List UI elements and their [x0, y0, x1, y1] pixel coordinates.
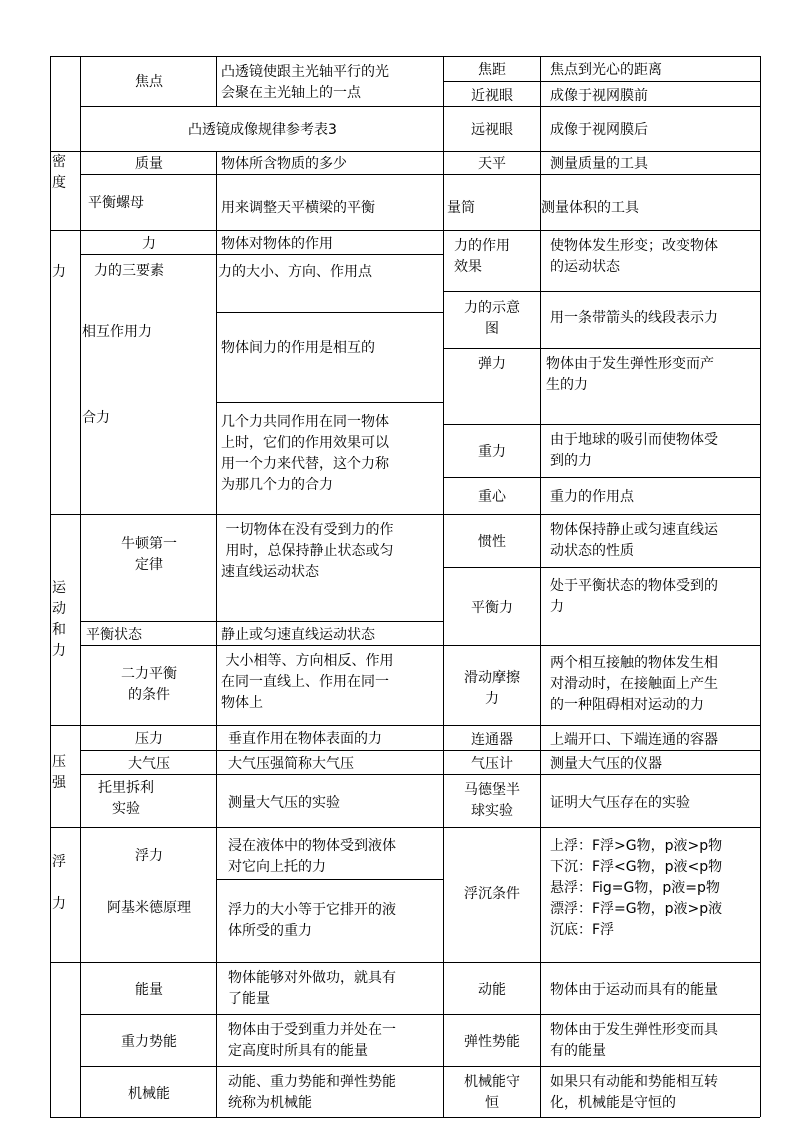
table-cell: 力: [52, 264, 66, 280]
table-row-line: [50, 1117, 760, 1118]
table-row-line: [443, 348, 760, 349]
table-cell: 物体由于运动而具有的能量: [550, 982, 718, 998]
table-cell: 物体对物体的作用: [221, 236, 333, 252]
table-row-line: [443, 424, 760, 425]
table-cell: 压 强: [52, 754, 66, 791]
table-cell: 物体间力的作用是相互的: [221, 340, 375, 356]
table-cell: 由于地球的吸引而使物体受 到的力: [550, 432, 718, 469]
table-cell: 两个相互接触的物体发生相 对滑动时，在接触面上产生 的一种阻碍相对运动的力: [550, 655, 718, 713]
table-cell: 牛顿第一 定律: [121, 536, 177, 573]
table-cell: 天平: [478, 156, 506, 172]
table-cell: 焦距: [478, 62, 506, 78]
table-cell: 物体所含物质的多少: [221, 156, 347, 172]
table-cell: 弹力: [478, 356, 506, 372]
table-cell: 浮 力: [52, 854, 66, 912]
table-cell: 物体保持静止或匀速直线运 动状态的性质: [550, 522, 718, 559]
table-cell: 焦点: [135, 74, 163, 90]
table-row-line: [443, 291, 760, 292]
table-column-line: [80, 56, 81, 1117]
table-row-line: [50, 514, 760, 515]
table-cell: 机械能守 恒: [464, 1074, 520, 1111]
table-cell: 一切物体在没有受到力的作 用时，总保持静止状态或匀 速直线运动状态: [221, 522, 394, 580]
table-cell: 焦点到光心的距离: [550, 62, 662, 78]
table-cell: 近视眼: [471, 88, 513, 104]
table-column-line: [216, 151, 217, 230]
table-row-line: [443, 567, 760, 568]
table-cell: 证明大气压存在的实验: [550, 795, 690, 811]
table-cell: 测量体积的工具: [541, 200, 639, 216]
table-cell: 机械能: [128, 1086, 170, 1102]
table-cell: 力的作用 效果: [454, 238, 510, 275]
table-cell: 平衡螺母: [88, 195, 144, 211]
table-row-line: [216, 312, 443, 313]
table-cell: 处于平衡状态的物体受到的 力: [550, 578, 718, 615]
table-cell: 力的示意 图: [464, 300, 520, 337]
table-cell: 平衡力: [471, 600, 513, 616]
table-row-line: [50, 151, 760, 152]
table-row-line: [50, 725, 760, 726]
table-column-line: [50, 56, 51, 1117]
table-row-line: [80, 1066, 760, 1067]
table-row-line: [443, 477, 760, 478]
table-cell: 物体由于发生弹性形变而具 有的能量: [550, 1022, 718, 1059]
table-cell: 浮沉条件: [464, 886, 520, 902]
table-cell: 密 度: [52, 154, 66, 191]
table-cell: 用来调整天平横梁的平衡: [221, 200, 375, 216]
table-cell: 浸在液体中的物体受到液体 对它向上托的力: [228, 838, 396, 875]
table-cell: 质量: [135, 156, 163, 172]
table-cell: 重心: [478, 489, 506, 505]
table-cell: 气压计: [471, 756, 513, 772]
table-cell: 弹性势能: [464, 1034, 520, 1050]
table-cell: 大气压强简称大气压: [228, 756, 354, 772]
table-cell: 浮力: [135, 848, 163, 864]
table-cell: 惯性: [478, 534, 506, 550]
table-cell: 力的三要素: [94, 263, 164, 279]
table-cell: 力: [142, 236, 156, 252]
table-cell: 垂直作用在物体表面的力: [228, 731, 382, 747]
table-cell: 动能、重力势能和弹性势能 统称为机械能: [228, 1074, 396, 1111]
table-cell: 重力势能: [121, 1034, 177, 1050]
table-cell: 物体由于发生弹性形变而产 生的力: [546, 356, 714, 393]
table-column-line: [760, 56, 761, 1117]
table-cell: 凸透镜使跟主光轴平行的光 会聚在主光轴上的一点: [221, 64, 389, 101]
table-row-line: [50, 56, 760, 57]
table-cell: 合力: [82, 410, 110, 426]
table-cell: 能量: [135, 982, 163, 998]
table-column-line: [216, 230, 217, 1117]
table-cell: 用一条带箭头的线段表示力: [550, 310, 718, 326]
table-row-line: [50, 827, 760, 828]
table-row-line: [50, 230, 760, 231]
table-row-line: [80, 621, 443, 622]
table-cell: 马德堡半 球实验: [464, 782, 520, 819]
table-cell: 使物体发生形变；改变物体 的运动状态: [550, 238, 718, 275]
table-row-line: [50, 962, 760, 963]
table-cell: 重力: [478, 444, 506, 460]
table-column-line: [443, 56, 444, 1117]
table-cell: 远视眼: [471, 122, 513, 138]
table-cell: 测量大气压的实验: [228, 795, 340, 811]
table-cell: 滑动摩擦 力: [464, 670, 520, 707]
table-cell: 运 动 和 力: [52, 580, 66, 659]
table-cell: 动能: [478, 982, 506, 998]
table-cell: 大小相等、方向相反、作用 在同一直线上、作用在同一 物体上: [221, 653, 394, 711]
table-column-line: [216, 56, 217, 106]
table-cell: 大气压: [128, 756, 170, 772]
table-cell: 力的大小、方向、作用点: [218, 264, 372, 280]
table-cell: 成像于视网膜前: [550, 88, 648, 104]
table-cell: 平衡状态: [86, 627, 142, 643]
table-cell: 阿基米德原理: [107, 900, 191, 916]
table-cell: 成像于视网膜后: [550, 122, 648, 138]
table-cell: 测量质量的工具: [550, 156, 648, 172]
table-cell: 压力: [135, 731, 163, 747]
table-cell: 物体能够对外做功，就具有 了能量: [228, 970, 396, 1007]
table-cell: 如果只有动能和势能相互转 化，机械能是守恒的: [550, 1074, 718, 1111]
table-cell: 二力平衡 的条件: [121, 666, 177, 703]
table-cell: 量筒: [447, 200, 475, 216]
table-cell: 凸透镜成像规律参考表3: [188, 122, 337, 138]
table-row-line: [216, 879, 443, 880]
table-cell: 静止或匀速直线运动状态: [221, 627, 375, 643]
table-row-line: [443, 81, 760, 82]
table-cell: 测量大气压的仪器: [550, 756, 662, 772]
table-cell: 重力的作用点: [550, 489, 634, 505]
table-cell: 连通器: [471, 732, 513, 748]
table-cell: 相互作用力: [82, 324, 152, 340]
table-cell: 上浮：F浮>G物，p液>p物 下沉：F浮<G物，p液<p物 悬浮：Fig=G物，p液=p物 漂浮：F浮=G物，p液>p液 沉底：F浮: [550, 838, 723, 938]
table-cell: 上端开口、下端连通的容器: [550, 732, 718, 748]
table-cell: 几个力共同作用在同一物体 上时，它们的作用效果可以 用一个力来代替，这个力称 为那几个力的合力: [221, 414, 389, 493]
table-cell: 托里拆利 实验: [98, 780, 154, 817]
table-cell: 物体由于受到重力并处在一 定高度时所具有的能量: [228, 1022, 396, 1059]
table-row-line: [216, 402, 443, 403]
table-cell: 浮力的大小等于它排开的液 体所受的重力: [228, 902, 396, 939]
table-row-line: [80, 1014, 760, 1015]
